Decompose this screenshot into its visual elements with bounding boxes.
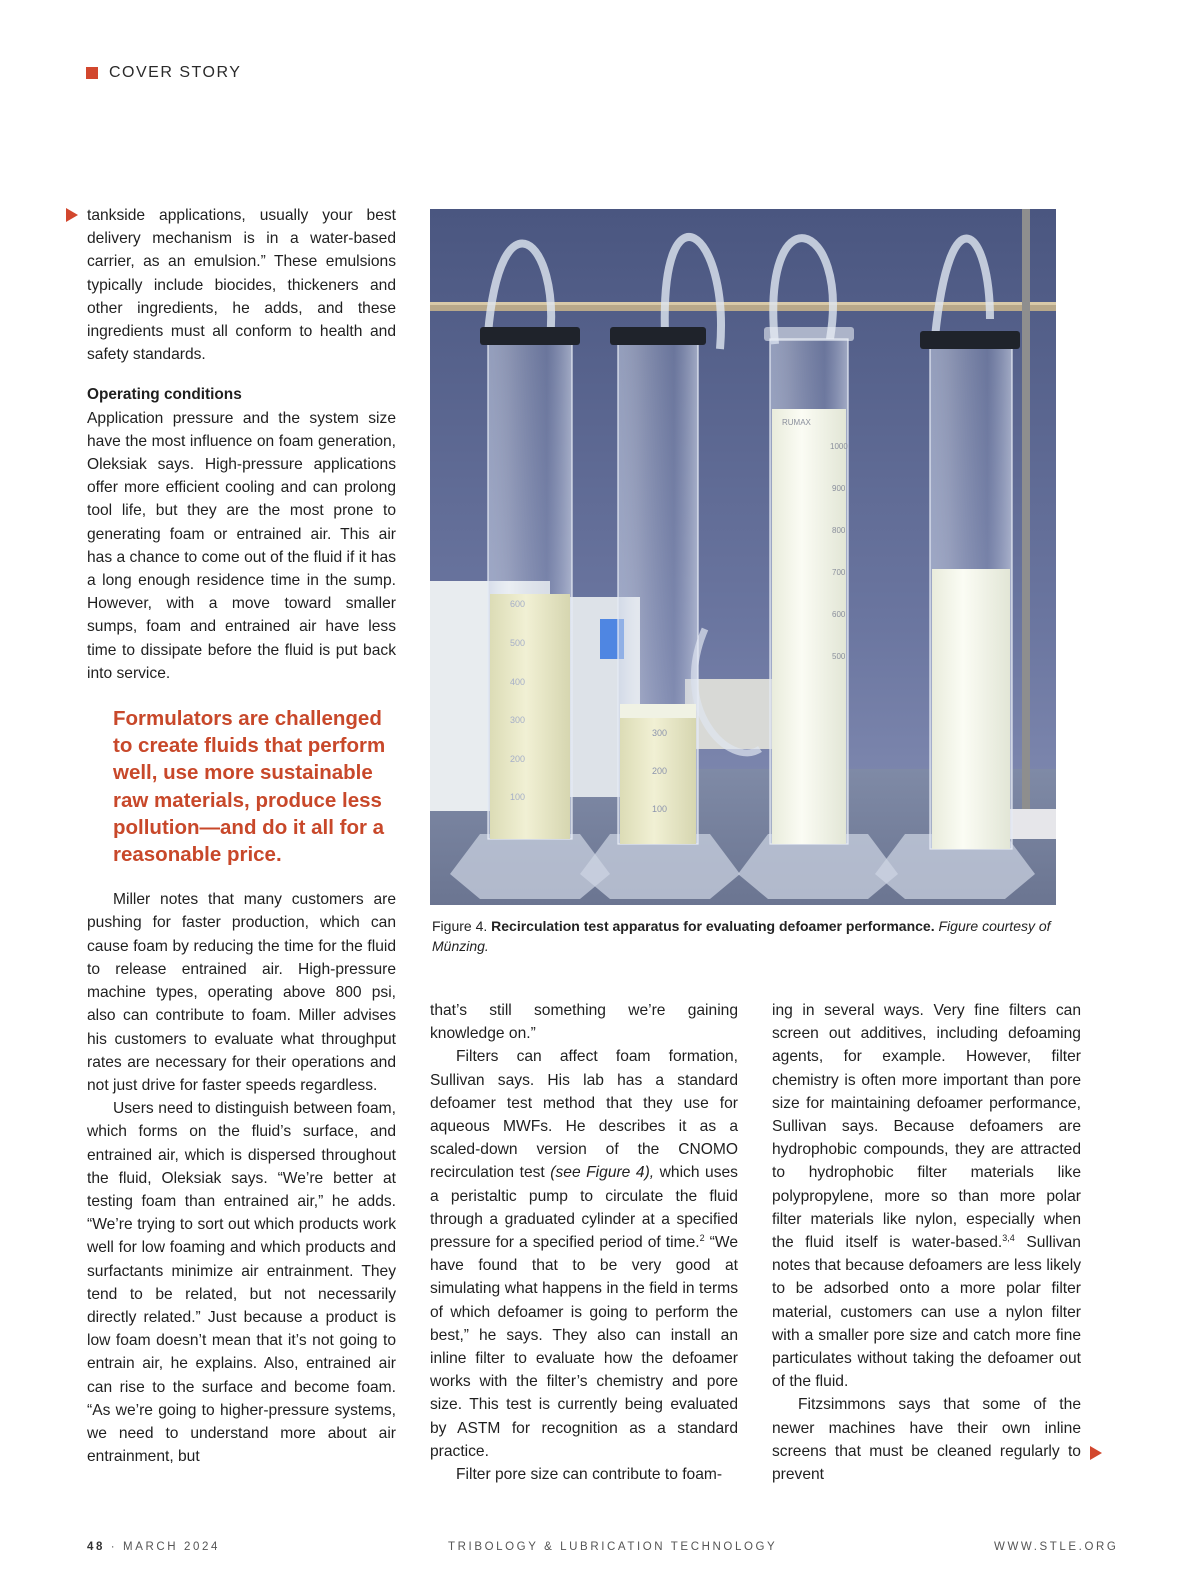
text-run: “We have found that to be very good at simulating what happens in the field in terms of which defoamer is going to perform the best,” he says. They also can install an inline filter to evaluate how the defoamer works with the filter’s chemistry and pore size. This test is currently being evaluated by ASTM for recognition as a standard practice.: [430, 1234, 738, 1460]
figure-reference: (see Figure 4),: [550, 1164, 655, 1182]
footer-publication: TRIBOLOGY & LUBRICATION TECHNOLOGY: [448, 1541, 778, 1553]
paragraph: [430, 1045, 738, 1463]
paragraph: tankside applications, usually your best delivery mechanism is in a water-based carrier, as an emulsion.” These emulsions typically include biocides, thickeners and other ingredients, he adds, and these ingredients must all conform to health and safety standards.: [87, 207, 396, 364]
cylinder-3-tick: 1000: [830, 442, 848, 451]
paragraph: that’s still something we’re gaining knowledge on.”: [430, 1002, 738, 1043]
cylinder-3-tick: 900: [832, 484, 846, 493]
caption-title: Recirculation test apparatus for evaluating defoamer performance.: [491, 918, 935, 934]
cylinder-1-tick: 300: [510, 715, 526, 725]
paragraph: Miller notes that many customers are pushing for faster production, which can cause foam by reducing the time for the fluid to release entrained air. High-pressure machine types, operating above 800 psi, also can contribute to foam. Miller advises his customers to evaluate what throughput rates are necessary for their operations and not just drive for faster speeds regardless.: [87, 891, 396, 1094]
cylinder-2-tick: 100: [652, 804, 668, 814]
paragraph: Filter pore size can contribute to foam-: [456, 1466, 723, 1484]
paragraph: Fitzsimmons says that some of the newer machines have their own inline screens that must be cleaned regularly to prevent: [772, 1396, 1081, 1484]
page-number: 48: [87, 1541, 105, 1553]
cylinder-1-tick: 400: [510, 677, 526, 687]
text-run: Filters can affect foam formation, Sullivan says. His lab has a standard defoamer test method that they use for aqueous MWFs. He describes it as a scaled-down version of the CNOMO recirculation test: [430, 1048, 738, 1182]
article-column-1: [87, 204, 396, 1468]
cylinder-1-tick: 600: [510, 599, 526, 609]
continued-arrow-icon: [66, 208, 78, 222]
text-run: ing in several ways. Very fine filters can screen out additives, including defoaming agents, for example. However, filter chemistry is often more important than pore size for maintaining defoamer performance, Sullivan says. Because defoamers are hydrophobic compounds, they are attracted to hydrophobic filter materials like polypropylene, more so than more polar filter materials like nylon, especially when the fluid itself is water-based.: [772, 1002, 1081, 1252]
cylinder-3-tick: 800: [832, 526, 846, 535]
paragraph: Application pressure and the system size have the most influence on foam generation, Oleksiak says. High-pressure applications offer more efficient cooling and can prolong tool life, but they are the most prone to generating foam or entrained air. This air has a chance to come out of the fluid if it has a long enough residence time in the sump. However, with a move toward smaller sumps, foam and entrained air have less time to dissipate before the fluid is put back into service.: [87, 409, 396, 682]
cylinder-2-tick: 300: [652, 728, 668, 738]
footer-separator: ·: [105, 1541, 124, 1553]
cylinder-1-tick: 200: [510, 754, 526, 764]
section-square-icon: [86, 67, 98, 79]
article-column-2: [430, 999, 738, 1486]
text-run: which uses a peristaltic pump to circulate the fluid through a graduated cylinder at a specified pressure for a specified period of time.: [430, 1164, 738, 1252]
cylinder-3-tick: 600: [832, 610, 846, 619]
paragraph: Users need to distinguish between foam, which forms on the fluid’s surface, and entrained air, which is dispersed throughout the fluid, Oleksiak says. “We’re better at testing foam than entrained air,” he adds. “We’re trying to sort out which products work well for low foaming and which products and surfactants minimize air entrainment. They tend to be related, but not necessarily directly related.” Just because a product is low foam doesn’t mean that it’s not going to entrain air, he explains. Also, entrained air can rise to the surface and become foam. “As we’re going to higher-pressure systems, we need to understand more about air entrainment, but: [87, 1100, 396, 1466]
footer-date: MARCH 2024: [123, 1541, 220, 1553]
cylinder-3-tick: 700: [832, 568, 846, 577]
article-column-3: [772, 999, 1081, 1486]
cylinder-2-tick: 200: [652, 766, 668, 776]
cylinder-3-brand: RUMAX: [782, 418, 811, 427]
cylinder-1-tick: 500: [510, 638, 526, 648]
section-label-text: COVER STORY: [109, 64, 242, 81]
text-run: Sullivan notes that because defoamers are less likely to be adsorbed onto a more polar filter material, customers can use a nylon filter with a smaller pore size and catch more fine particulates without taking the defoamer out of the fluid.: [772, 1234, 1081, 1391]
subheading: Operating conditions: [87, 386, 242, 404]
paragraph: [772, 999, 1081, 1393]
footnote-ref: 3,4: [1002, 1232, 1015, 1243]
footer-page-info: [87, 1541, 220, 1553]
footnote-ref: 2: [699, 1232, 705, 1243]
continued-arrow-icon: [1090, 1446, 1102, 1460]
cylinder-3-tick: 500: [832, 652, 846, 661]
figure-caption: [432, 917, 1052, 956]
section-label: [86, 64, 241, 82]
figure-photo: [430, 209, 1056, 905]
caption-credit: Figure courtesy of Münzing.: [432, 918, 1051, 954]
cylinder-1-tick: 100: [510, 792, 526, 802]
footer-url: WWW.STLE.ORG: [994, 1541, 1119, 1553]
caption-label: Figure 4.: [432, 918, 492, 934]
pull-quote: Formulators are challenged to create fluids that perform well, use more sustainable raw materials, produce less pollution—and do it all for a reasonable price.: [113, 707, 386, 867]
